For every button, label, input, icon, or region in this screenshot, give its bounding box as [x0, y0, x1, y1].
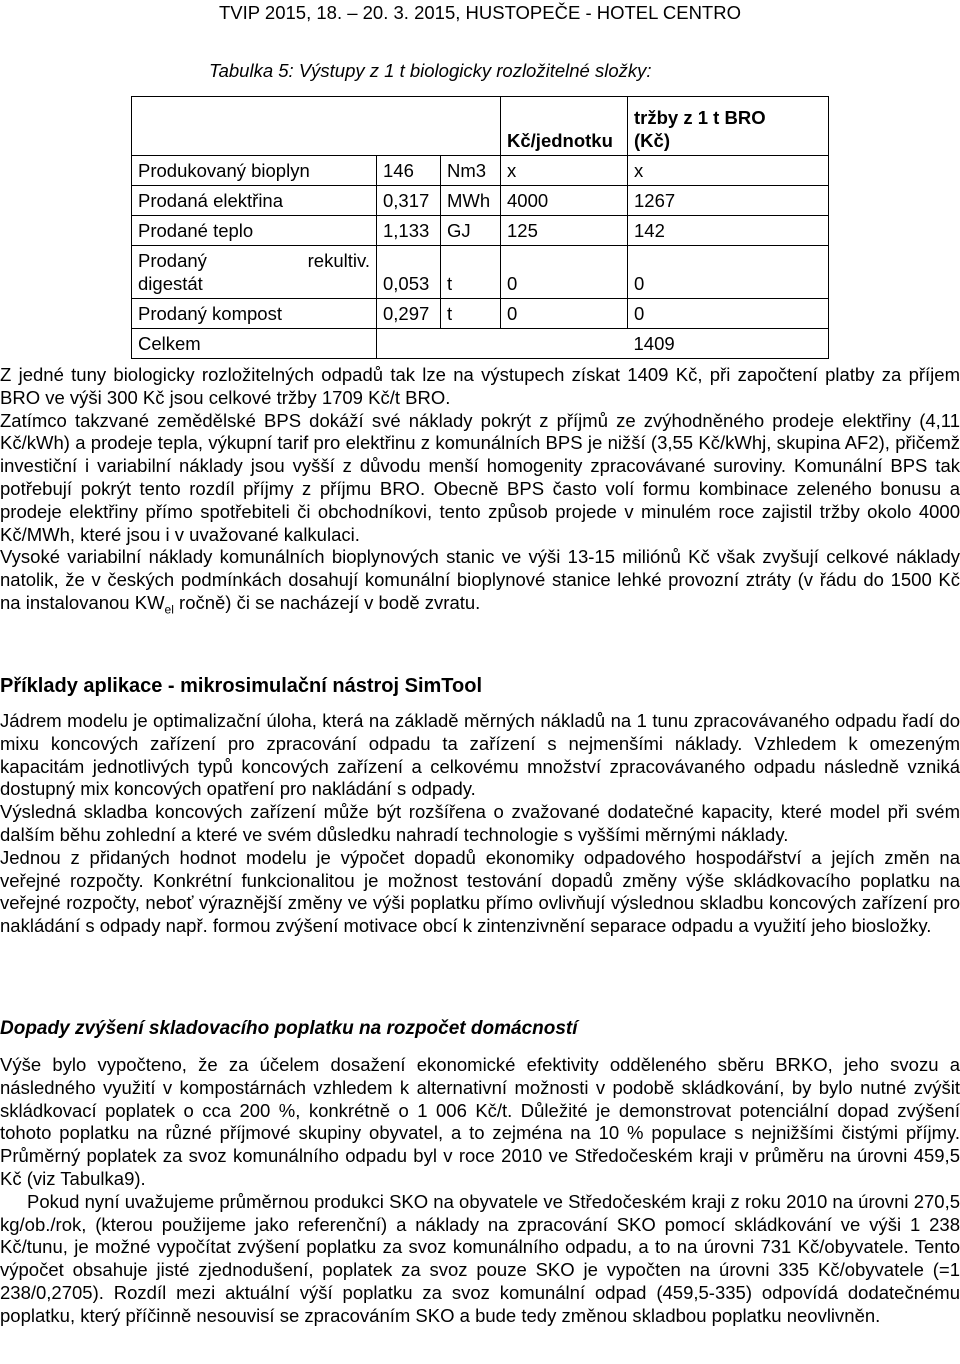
page-header: TVIP 2015, 18. – 20. 3. 2015, HUSTOPEČE - HOTEL CENTRO: [219, 2, 741, 23]
text-block-2: [0, 710, 960, 938]
table-row: [132, 216, 829, 246]
row-name-line: [138, 249, 370, 272]
paragraph: Pokud nyní uvažujeme průměrnou produkci SKO na obyvatele ve Středočeském kraji z roku 2010 na úrovni 270,5 kg/ob./rok, (kterou použijeme jako referenční) a náklady na zpracování SKO pomocí skládkování ve výši 1 238 Kč/tunu, je možné vypočítat zvýšení poplatku za svoz komunálního odpadu, a to na úrovni 731 Kč/obyvatele. Tento výpočet obsahuje jisté zjednodušení, poplatek za svoz pouze SKO je vypočten na úrovni 335 Kč/obyvatele (=1 238/0,2705). Rozdíl mezi aktuální výší poplatku za svoz komunální odpad (459,5-335) odpovídá dodatečnému poplatku, který příčinně nesouvisí se zpracováním SKO a bude tedy změnou skladbou poplatku neovlivněn.: [0, 1190, 960, 1326]
row-name-a: Prodaný: [138, 250, 207, 271]
paragraph: Jednou z přidaných hodnot modelu je výpočet dopadů ekonomiky odpadového hospodářství a jejích změn na veřejné rozpočty. Konkrétní funkcionalitou je možnost testování dopadů změny výše skládkovacího poplatku na veřejné rozpočty, neboť výraznější změny ve výši poplatku přímo ovlivňují výslednou skladbu koncových zařízení pro nakládání s odpady např. formou zvýšení motivace obcí k zintenzivnění separace odpadu a využití jeho biosložky.: [0, 846, 960, 937]
paragraph: Z jedné tuny biologicky rozložitelných odpadů tak lze na výstupech získat 1409 Kč, při započtení platby za příjem BRO ve výši 300 Kč jsou celkové tržby 1709 Kč/t BRO.: [0, 364, 960, 408]
row-price: 0: [501, 246, 628, 299]
row-revenue: 142: [628, 216, 829, 246]
header-revenue-text: tržby z 1 t BRO: [634, 107, 766, 128]
row-name-b: rekultiv.: [307, 250, 370, 271]
paragraph-text: Vysoké variabilní náklady komunálních bioplynových stanic ve výši 13-15 miliónů Kč však zvyšují celkové náklady natolik, že v českých podmínkách dosahují komunální bioplynové stanice lehké provozní ztráty (v řádu do 1500 Kč na instalovanou KW: [0, 546, 960, 613]
row-qty: 0,297: [377, 299, 441, 329]
row-qty: 146: [377, 156, 441, 186]
section-heading: Příklady aplikace - mikrosimulační nástroj SimTool: [0, 675, 483, 697]
row-qty: 1,133: [377, 216, 441, 246]
total-value: 1409: [628, 329, 829, 359]
row-revenue: 1267: [628, 186, 829, 216]
row-unit: t: [441, 246, 501, 299]
table-row: [132, 156, 829, 186]
row-unit: t: [441, 299, 501, 329]
total-empty-cell: [501, 329, 628, 359]
table-total-row: [132, 329, 829, 359]
header-revenue: [628, 97, 829, 156]
row-unit: GJ: [441, 216, 501, 246]
row-name: Prodaný kompost: [132, 299, 377, 329]
row-price: 4000: [501, 186, 628, 216]
row-qty: 0,317: [377, 186, 441, 216]
header-price: Kč/jednotku: [501, 97, 628, 156]
row-unit: MWh: [441, 186, 501, 216]
paragraph: Jádrem modelu je optimalizační úloha, která na základě měrných nákladů na 1 tunu zpracovávaného odpadu řadí do mixu koncových zařízení pro zpracování odpadu ta zařízení s nejmenšími náklady. Vzhledem k omezeným kapacitám jednotlivých typů koncových zařízení a celkovému množství zpracovávaného odpadu následně vzniká dostupný mix koncových opatření pro nakládání s odpady.: [0, 710, 960, 800]
subsection-heading: Dopady zvýšení skladovacího poplatku na rozpočet domácností: [0, 1018, 578, 1039]
paragraph: Výše bylo vypočteno, že za účelem dosažení ekonomické efektivity odděleného sběru BRKO, jeho svozu a následného využití v kompostárnách vzhledem k alternativní možnosti v podobě skládkování, by bylo nutné zvýšit skládkovací poplatek o cca 200 %, konkrétně o 1 006 Kč/t. Důležité je demonstrovat potenciální dopad zvýšení tohoto poplatku na různé příjmové skupiny obyvatel, a to zejména na 10 % populace s nejnižšími čistými příjmy. Průměrný poplatek za svoz komunálního odpadu byl v roce 2010 ve Středočeském kraji v průměru na úrovni 459,5 Kč (viz Tabulka9).: [0, 1054, 960, 1189]
outputs-table: [131, 96, 829, 359]
total-label: Celkem: [132, 329, 377, 359]
table-header-row: [132, 97, 829, 156]
row-name: Prodané teplo: [132, 216, 377, 246]
subscript: el: [164, 602, 174, 617]
text-block-1: [0, 364, 960, 621]
header-revenue-line: [634, 106, 822, 129]
total-empty-cell: [377, 329, 501, 359]
row-unit: Nm3: [441, 156, 501, 186]
row-price: x: [501, 156, 628, 186]
row-revenue: 0: [628, 246, 829, 299]
row-qty: 0,053: [377, 246, 441, 299]
paragraph: Výsledná skladba koncových zařízení může být rozšířena o zvažované dodatečné kapacity, které model při svém dalším běhu zohlední a které ve svém důsledku nahradí technologie s vyššími měrnými náklady.: [0, 801, 960, 845]
header-revenue-unit: (Kč): [634, 130, 670, 151]
paragraph: [0, 546, 960, 621]
row-price: 125: [501, 216, 628, 246]
row-price: 0: [501, 299, 628, 329]
row-revenue: 0: [628, 299, 829, 329]
row-revenue: x: [628, 156, 829, 186]
paragraph-text: ročně) či se nacházejí v bodě zvratu.: [173, 591, 481, 613]
table-caption: Tabulka 5: Výstupy z 1 t biologicky rozložitelné složky:: [209, 60, 652, 81]
row-name: Produkovaný bioplyn: [132, 156, 377, 186]
row-name: [132, 246, 377, 299]
header-empty-cell: [132, 97, 501, 156]
paragraph: Zatímco takzvané zemědělské BPS dokáží své náklady pokrýt z příjmů ze zvýhodněného prodeje elektřiny (4,11 Kč/kWh) a prodeje tepla, výkupní tarif pro elektřinu z komunálních BPS je nižší (3,55 Kč/kWhj, skupina AF2), přičemž investiční i variabilní náklady jsou vyšší z důvodu menší homogenity zpracovávané suroviny. Komunální BPS tak potřebují pokrýt tento rozdíl příjmy z příjmu BRO. Obecně BPS často volí formu kombinace zeleného bonusu a prodeje elektřiny přímo spotřebiteli či obchodníkovi, tento způsob projede v minulém roce zajistil tržby okolo 4000 Kč/MWh, které jsou i v uvažované kalkulaci.: [0, 409, 960, 545]
row-name-c: digestát: [138, 273, 203, 294]
row-name: Prodaná elektřina: [132, 186, 377, 216]
table-row: [132, 299, 829, 329]
table-row: [132, 186, 829, 216]
text-block-3: [0, 1054, 960, 1328]
table-row: [132, 246, 829, 299]
